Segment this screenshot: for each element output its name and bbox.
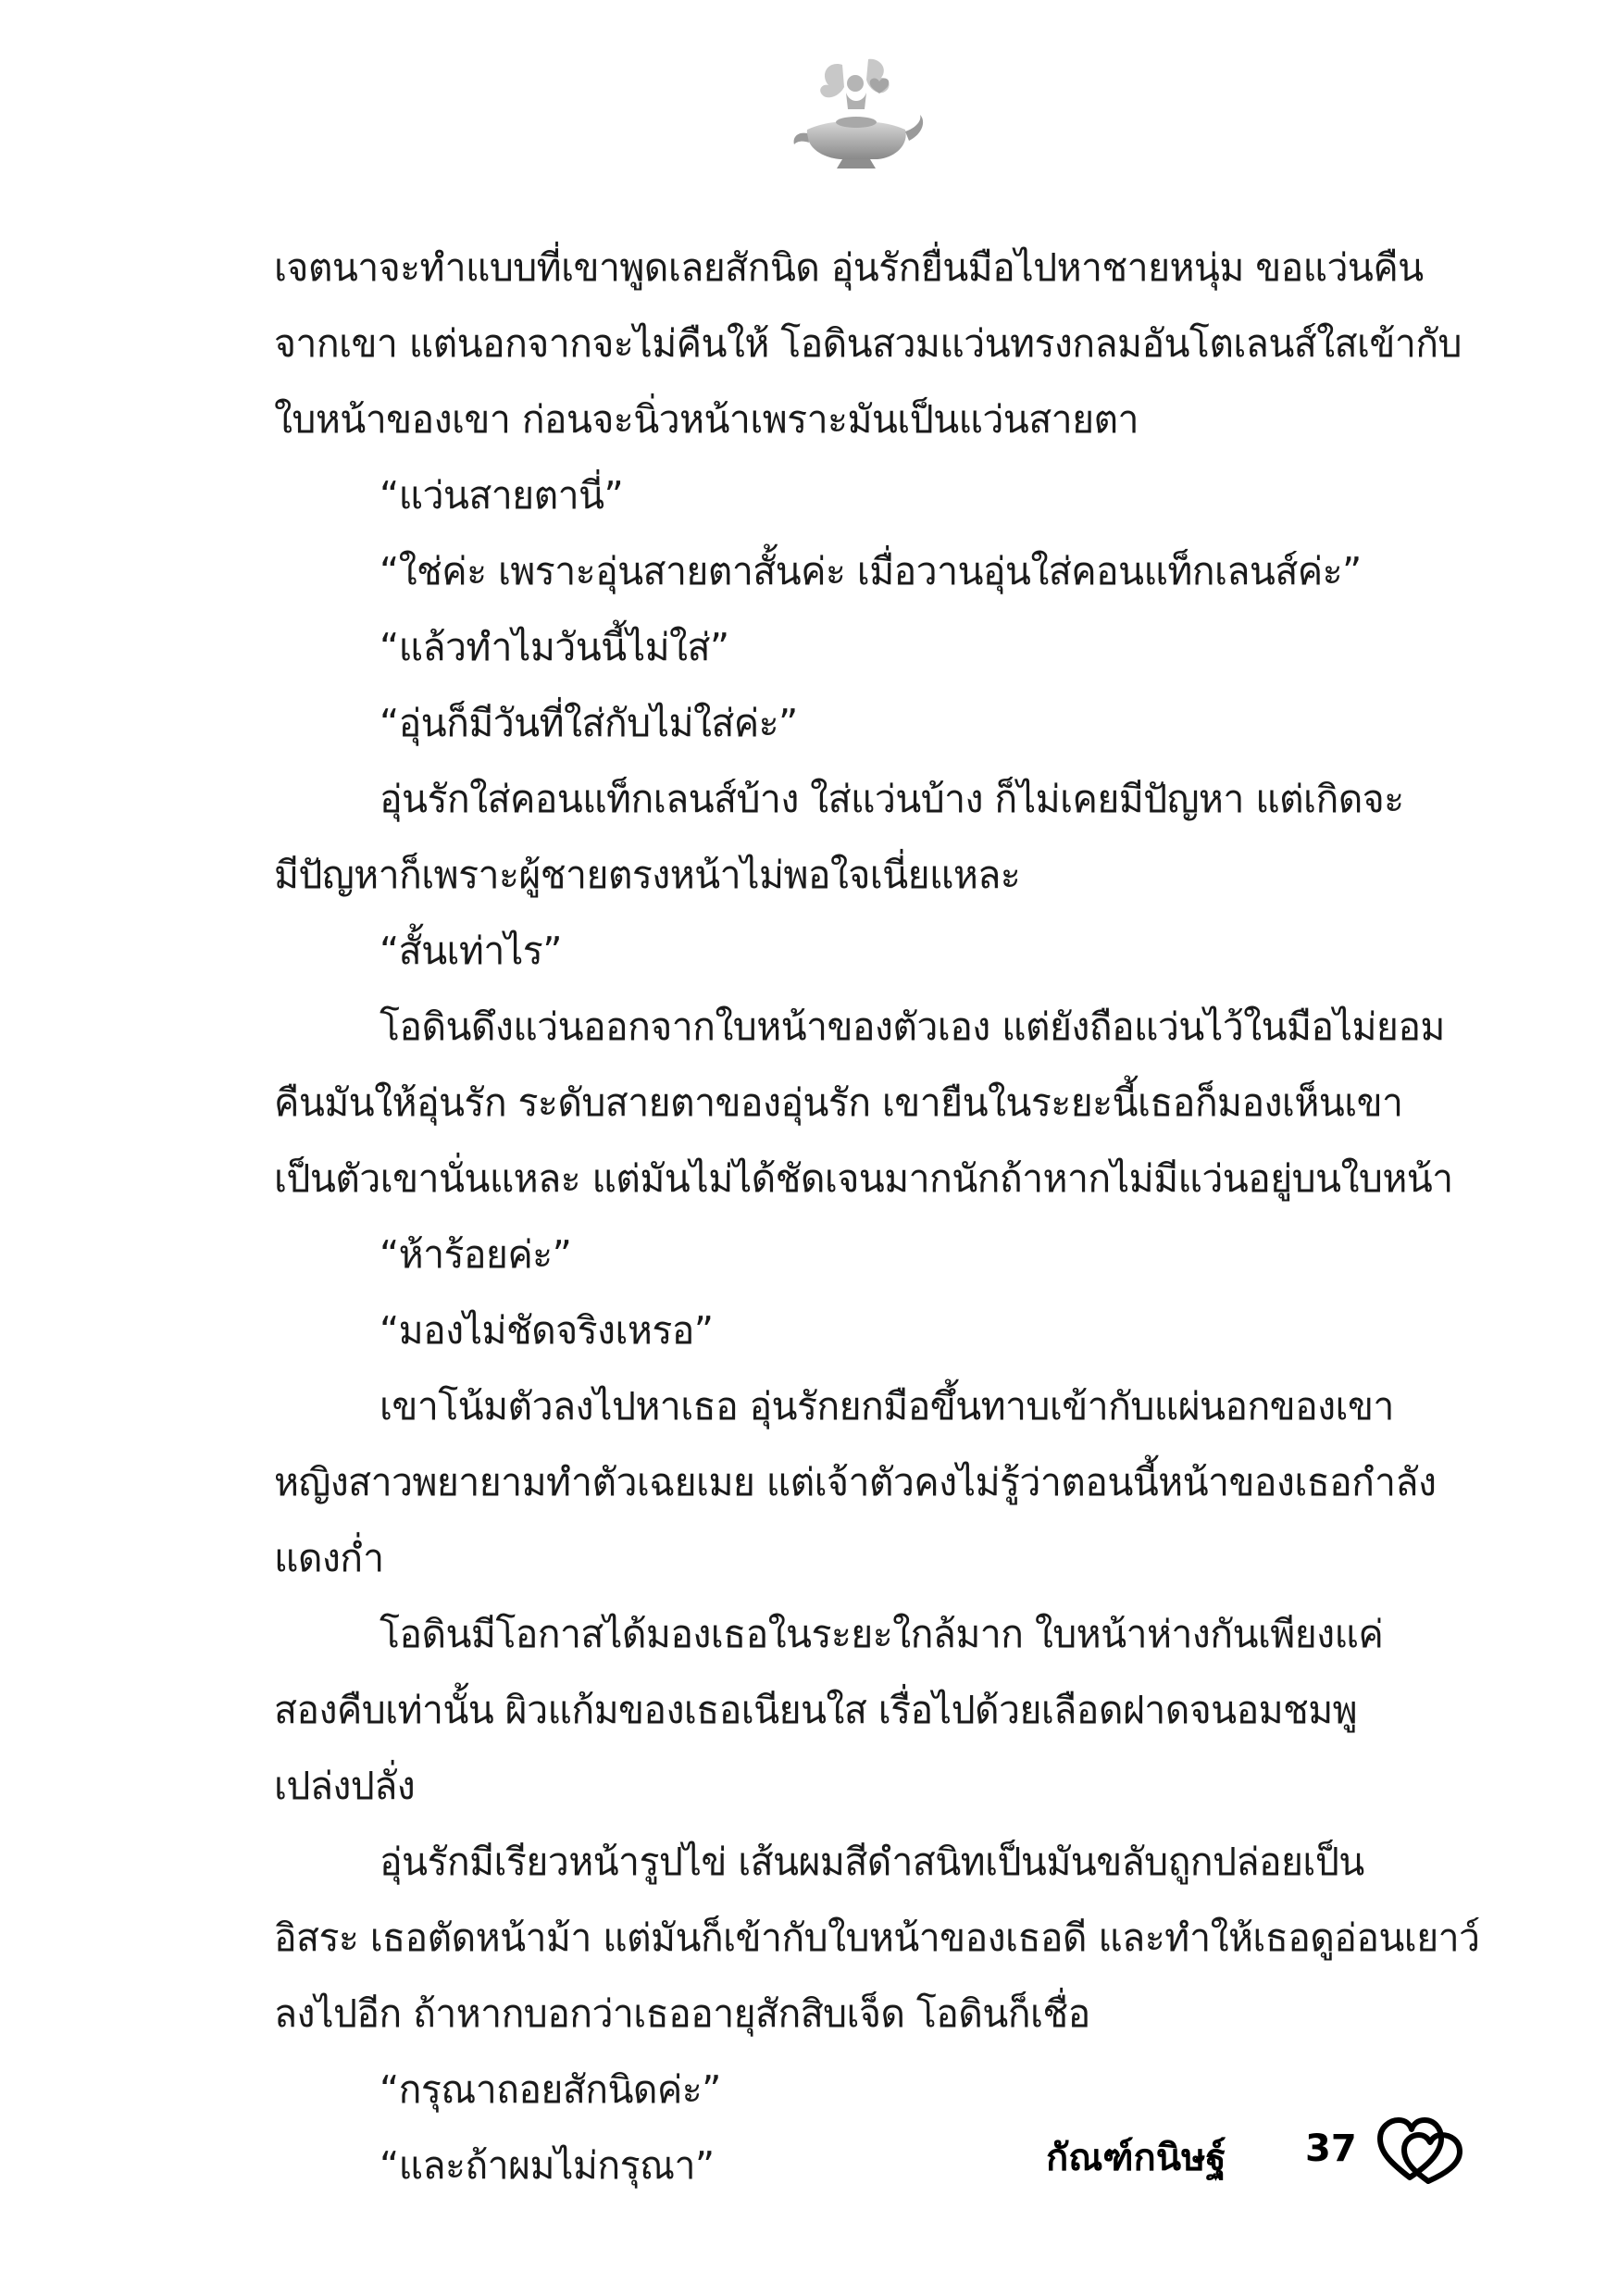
text-line: “แว่นสายตานี่” bbox=[380, 473, 624, 518]
text-line: อุ่นรักมีเรียวหน้ารูปไข่ เส้นผมสีดำสนิทเป็นมันขลับถูกปล่อยเป็น bbox=[380, 1840, 1364, 1884]
text-line: โอดินดึงแว่นออกจากใบหน้าของตัวเอง แต่ยังถือแว่นไว้ในมือไม่ยอม bbox=[380, 1004, 1445, 1049]
cupid-teapot-logo-icon bbox=[787, 56, 926, 176]
text-line: “ใช่ค่ะ เพราะอุ่นสายตาสั้นค่ะ เมื่อวานอุ่นใส่คอนแท็กเลนส์ค่ะ” bbox=[380, 549, 1362, 593]
text-line: ใบหน้าของเขา ก่อนจะนิ่วหน้าเพราะมันเป็นแว่นสายตา bbox=[274, 397, 1139, 442]
double-heart-icon bbox=[1375, 2113, 1467, 2187]
text-line: อิสระ เธอตัดหน้าม้า แต่มันก็เข้ากับใบหน้าของเธอดี และทำให้เธอดูอ่อนเยาว์ bbox=[274, 1915, 1480, 1960]
text-line: มีปัญหาก็เพราะผู้ชายตรงหน้าไม่พอใจเนี่ยแหละ bbox=[274, 853, 1021, 897]
text-line: หญิงสาวพยายามทำตัวเฉยเมย แต่เจ้าตัวคงไม่รู้ว่าตอนนี้หน้าของเธอกำลัง bbox=[274, 1460, 1437, 1504]
text-line: แดงก่ำ bbox=[274, 1536, 384, 1580]
text-line: สองคืบเท่านั้น ผิวแก้มของเธอเนียนใส เรื่อไปด้วยเลือดฝาดจนอมชมพู bbox=[274, 1688, 1358, 1732]
text-line: “มองไม่ชัดจริงเหรอ” bbox=[380, 1308, 714, 1353]
text-line: คืนมันให้อุ่นรัก ระดับสายตาของอุ่นรัก เขายืนในระยะนี้เธอก็มองเห็นเขา bbox=[274, 1080, 1403, 1125]
text-line: “สั้นเท่าไร” bbox=[380, 929, 562, 973]
text-line: เขาโน้มตัวลงไปหาเธอ อุ่นรักยกมือขึ้นทาบเข้ากับแผ่นอกของเขา bbox=[380, 1384, 1394, 1429]
text-line: ลงไปอีก ถ้าหากบอกว่าเธออายุสักสิบเจ็ด โอดินก็เชื่อ bbox=[274, 1991, 1090, 2036]
text-line: “และถ้าผมไม่กรุณา” bbox=[380, 2143, 715, 2188]
text-line: “แล้วทำไมวันนี้ไม่ใส่” bbox=[380, 625, 729, 669]
text-line: “กรุณาถอยสักนิดค่ะ” bbox=[380, 2067, 721, 2112]
text-line: เปล่งปลั่ง bbox=[274, 1764, 416, 1808]
text-line: “ห้าร้อยค่ะ” bbox=[380, 1232, 572, 1277]
page-footer bbox=[1046, 2111, 1481, 2194]
text-line: “อุ่นก็มีวันที่ใส่กับไม่ใส่ค่ะ” bbox=[380, 701, 798, 745]
text-line: เจตนาจะทำแบบที่เขาพูดเลยสักนิด อุ่นรักยื่นมือไปหาชายหนุ่ม ขอแว่นคืน bbox=[274, 245, 1424, 290]
body-text bbox=[274, 230, 1480, 2203]
text-line: โอดินมีโอกาสได้มองเธอในระยะใกล้มาก ใบหน้าห่างกันเพียงแค่ bbox=[380, 1612, 1384, 1656]
text-line: อุ่นรักใส่คอนแท็กเลนส์บ้าง ใส่แว่นบ้าง ก็ไม่เคยมีปัญหา แต่เกิดจะ bbox=[380, 777, 1404, 821]
text-line: จากเขา แต่นอกจากจะไม่คืนให้ โอดินสวมแว่นทรงกลมอันโตเลนส์ใสเข้ากับ bbox=[274, 321, 1462, 366]
book-title: กัณฑ์กนิษฐ์ bbox=[1046, 2137, 1226, 2179]
text-line: เป็นตัวเขานั่นแหละ แต่มันไม่ได้ชัดเจนมากนักถ้าหากไม่มีแว่นอยู่บนใบหน้า bbox=[274, 1156, 1453, 1201]
page-number: 37 bbox=[1305, 2128, 1357, 2170]
